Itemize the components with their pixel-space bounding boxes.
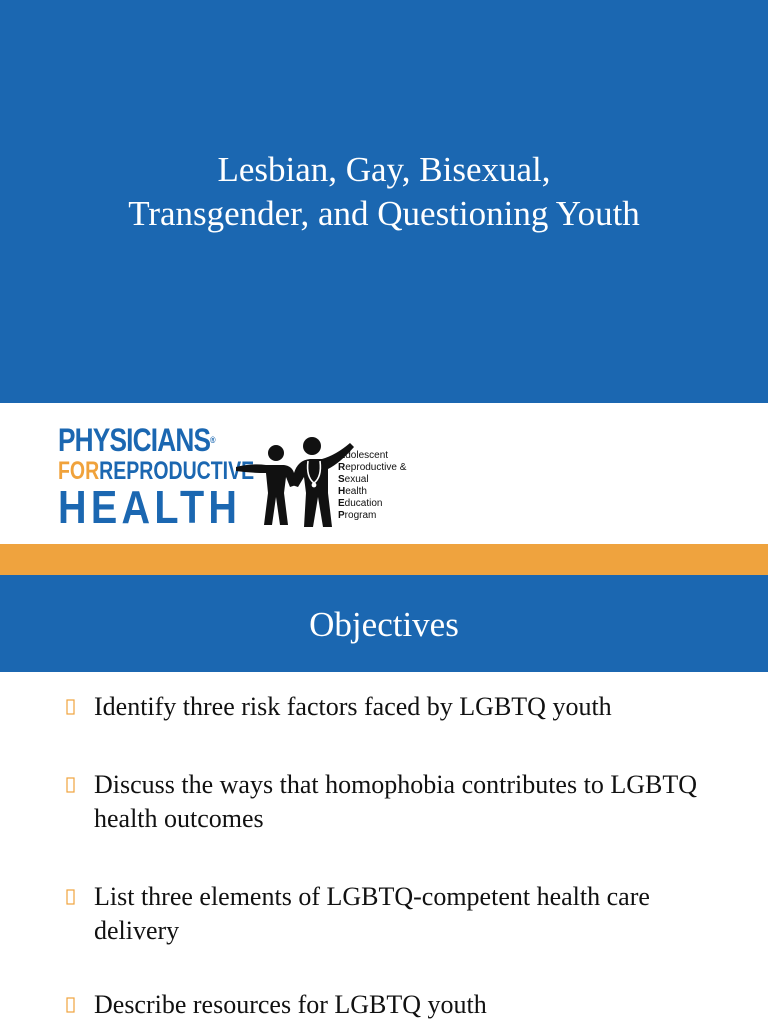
bullet-icon bbox=[66, 699, 76, 715]
prh-logo-line1: PHYSICIANS bbox=[58, 422, 211, 458]
registered-mark: ® bbox=[210, 435, 215, 445]
objective-text: List three elements of LGBTQ-competent health care delivery bbox=[94, 882, 650, 945]
prh-logo-for: FOR bbox=[58, 457, 100, 485]
objective-text: Discuss the ways that homophobia contributes to LGBTQ health outcomes bbox=[94, 770, 697, 833]
bullet-icon bbox=[66, 777, 76, 793]
logo-band bbox=[0, 403, 768, 544]
orange-divider bbox=[0, 544, 768, 575]
objectives-title: Objectives bbox=[309, 605, 459, 644]
objective-text: Identify three risk factors faced by LGBTQ youth bbox=[94, 692, 612, 721]
physicians-for-reproductive-health-logo bbox=[58, 422, 255, 533]
prh-logo-reproductive: REPRODUCTIVE bbox=[99, 457, 255, 485]
objective-text: Describe resources for LGBTQ youth bbox=[94, 990, 487, 1019]
bullet-icon bbox=[66, 889, 76, 905]
bullet-icon bbox=[66, 997, 76, 1013]
arshep-program-name: Adolescent Reproductive & Sexual Health Education Program bbox=[338, 450, 407, 521]
title-slide bbox=[0, 0, 768, 403]
objectives-header bbox=[0, 575, 768, 672]
title-line-1: Lesbian, Gay, Bisexual, bbox=[217, 150, 551, 189]
slide-title bbox=[0, 148, 768, 236]
prh-logo-health: HEALTH bbox=[58, 481, 242, 533]
title-line-2: Transgender, and Questioning Youth bbox=[128, 194, 640, 233]
